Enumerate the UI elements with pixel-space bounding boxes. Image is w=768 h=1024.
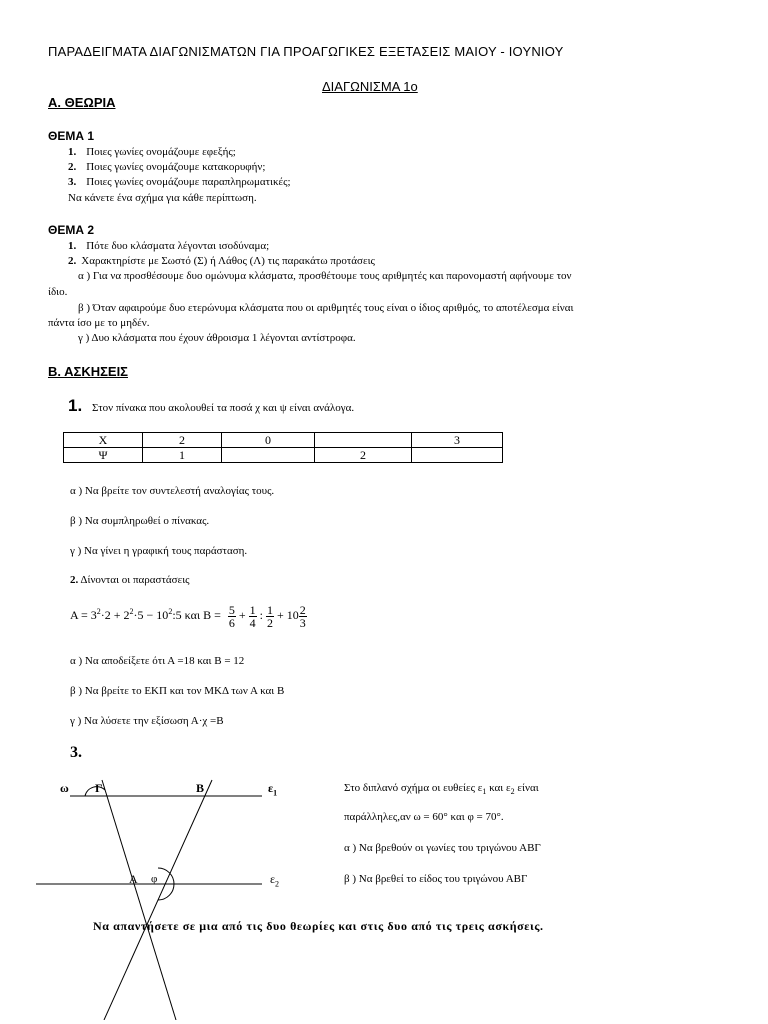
formula-text: ·5 − 10 [133, 608, 169, 622]
transversal-line-1 [102, 780, 176, 1020]
ex2-text: Δίνονται οι παραστάσεις [80, 574, 190, 586]
fraction [249, 604, 257, 629]
table-cell [412, 448, 503, 463]
ex1-question-b: β ) Να συμπληρωθεί ο πίνακας. [70, 515, 210, 527]
exponent: 2 [129, 607, 134, 616]
thema1-item-3 [68, 176, 291, 188]
fraction [228, 604, 236, 629]
denominator: 2 [267, 615, 273, 630]
table-cell [315, 433, 412, 448]
statement-a-line2: ίδιο. [48, 286, 68, 298]
item-number: 2. [68, 161, 77, 173]
formula-text: + [238, 608, 246, 622]
page-title: ΠΑΡΑΔΕΙΓΜΑΤΑ ΔΙΑΓΩΝΙΣΜΑΤΩΝ ΓΙΑ ΠΡΟΑΓΩΓΙΚΕΣ ΕΞΕΤΑΣΕΙΣ ΜΑΙΟΥ - ΙΟΥΝΙΟΥ [48, 44, 564, 59]
fraction [299, 604, 307, 629]
thema1-note: Να κάνετε ένα σχήμα για κάθε περίπτωση. [68, 192, 257, 204]
numerator: 5 [228, 602, 235, 617]
theory-heading: Α. ΘΕΩΡΙΑ [48, 95, 116, 110]
ex3-number: 3. [70, 744, 82, 761]
formula-text: ·2 + 2 [100, 608, 130, 622]
table-cell: 2 [143, 433, 222, 448]
exam-subtitle: ΔΙΑΓΩΝΙΣΜΑ 1ο [322, 79, 418, 94]
proportion-table [63, 432, 503, 463]
thema2-item-1 [68, 240, 269, 252]
item-number: 2. [68, 255, 77, 267]
ex3-line2: παράλληλες,αν ω = 60° και φ = 70°. [344, 811, 504, 823]
text: και ε [486, 782, 511, 794]
ex3-line1 [344, 782, 539, 796]
denominator: 3 [299, 615, 306, 630]
thema1-title: ΘΕΜΑ 1 [48, 129, 95, 143]
exercises-heading: Β. ΑΣΚΗΣΕΙΣ [48, 364, 128, 379]
exponent: 2 [168, 607, 173, 616]
ex3-question-b: β ) Να βρεθεί το είδος του τριγώνου ΑΒΓ [344, 873, 528, 885]
text: Στο διπλανό σχήμα οι ευθείες ε [344, 782, 483, 794]
item-text: Πότε δυο κλάσματα λέγονται ισοδύναμα; [86, 240, 270, 252]
exponent: 2 [96, 607, 101, 616]
label-text: ε [270, 872, 276, 886]
ex1-number: 1. [68, 396, 83, 415]
label-subscript: 2 [275, 879, 280, 889]
ex2-formula [70, 602, 307, 629]
ex1-question-a: α ) Να βρείτε τον συντελεστή αναλογίας τους. [70, 485, 275, 497]
item-text: Ποιες γωνίες ονομάζουμε εφεξής; [86, 146, 236, 158]
denominator: 4 [249, 615, 256, 630]
statement-a-line1: α ) Για να προσθέσουμε δυο ομώνυμα κλάσματα, προσθέτουμε τους αριθμητές και παρονομαστή αφήνουμε τον [78, 270, 572, 282]
label-alpha: Α [129, 872, 138, 886]
item-text: Ποιες γωνίες ονομάζουμε παραπληρωματικές; [86, 176, 291, 188]
table-cell: 1 [143, 448, 222, 463]
table-row-x [64, 433, 503, 448]
formula-text: Α = 3 [70, 608, 97, 622]
item-number: 1. [68, 146, 77, 158]
formula-text: :5 και Β = [172, 608, 221, 622]
ex3-question-a: α ) Να βρεθούν οι γωνίες του τριγώνου ΑΒΓ [344, 842, 541, 854]
parallel-lines-figure [0, 760, 330, 1020]
ex2-intro [70, 574, 190, 586]
label-gamma: Γ [95, 781, 103, 795]
label-subscript: 1 [273, 788, 278, 798]
ex2-question-a: α ) Να αποδείξετε ότι Α =18 και Β = 12 [70, 655, 245, 667]
table-cell: 0 [222, 433, 315, 448]
subscript: 1 [482, 787, 487, 797]
formula-text: : [259, 608, 263, 622]
table-cell: 2 [315, 448, 412, 463]
label-beta: Β [196, 781, 205, 795]
thema2-title: ΘΕΜΑ 2 [48, 223, 95, 237]
numerator: 2 [299, 602, 306, 617]
fraction [266, 604, 274, 629]
label-e1 [268, 781, 277, 797]
label-omega: ω [60, 781, 69, 795]
table-row-y [64, 448, 503, 463]
subscript: 2 [510, 787, 515, 797]
label-phi: φ [151, 873, 158, 885]
statement-c-line: γ ) Δυο κλάσματα που έχουν άθροισμα 1 λέγονται αντίστροφα. [78, 332, 356, 344]
ex1-question-c: γ ) Να γίνει η γραφική τους παράσταση. [70, 545, 248, 557]
item-number: 1. [68, 240, 77, 252]
thema1-item-1 [68, 146, 236, 158]
denominator: 6 [228, 615, 235, 630]
table-cell: 3 [412, 433, 503, 448]
numerator: 1 [267, 602, 273, 617]
label-text: ε [268, 781, 274, 795]
ex2-question-b: β ) Να βρείτε το ΕΚΠ και τον ΜΚΔ των Α και Β [70, 685, 285, 697]
text: είναι [514, 782, 539, 794]
table-cell: Χ [64, 433, 143, 448]
statement-b-line2: πάντα ίσο με το μηδέν. [48, 317, 150, 329]
ex1-text: Στον πίνακα που ακολουθεί τα ποσά χ και ψ είναι ανάλογα. [92, 402, 355, 414]
item-number: 3. [68, 176, 77, 188]
footer-instruction: Να απαντήσετε σε μια από τις δυο θεωρίες και στις δυο από τις τρεις ασκήσεις. [93, 919, 544, 933]
ex2-question-c: γ ) Να λύσετε την εξίσωση Α·χ =Β [70, 715, 224, 727]
thema2-item-2 [68, 255, 375, 267]
formula-text: + 10 [277, 608, 299, 622]
item-text: Ποιες γωνίες ονομάζουμε κατακορυφήν; [86, 161, 266, 173]
ex2-number: 2. [70, 574, 79, 586]
statement-b-line1: β ) Όταν αφαιρούμε δυο ετερώνυμα κλάσματα που οι αριθμητές τους είναι ο ίδιος αριθμός, το αποτέλεσμα είναι [78, 302, 574, 314]
table-cell: Ψ [64, 448, 143, 463]
numerator: 1 [249, 602, 256, 617]
thema1-item-2 [68, 161, 265, 173]
table-cell [222, 448, 315, 463]
item-text: Χαρακτηρίστε με Σωστό (Σ) ή Λάθος (Λ) τις παρακάτω προτάσεις [81, 255, 375, 267]
label-e2 [270, 872, 279, 888]
